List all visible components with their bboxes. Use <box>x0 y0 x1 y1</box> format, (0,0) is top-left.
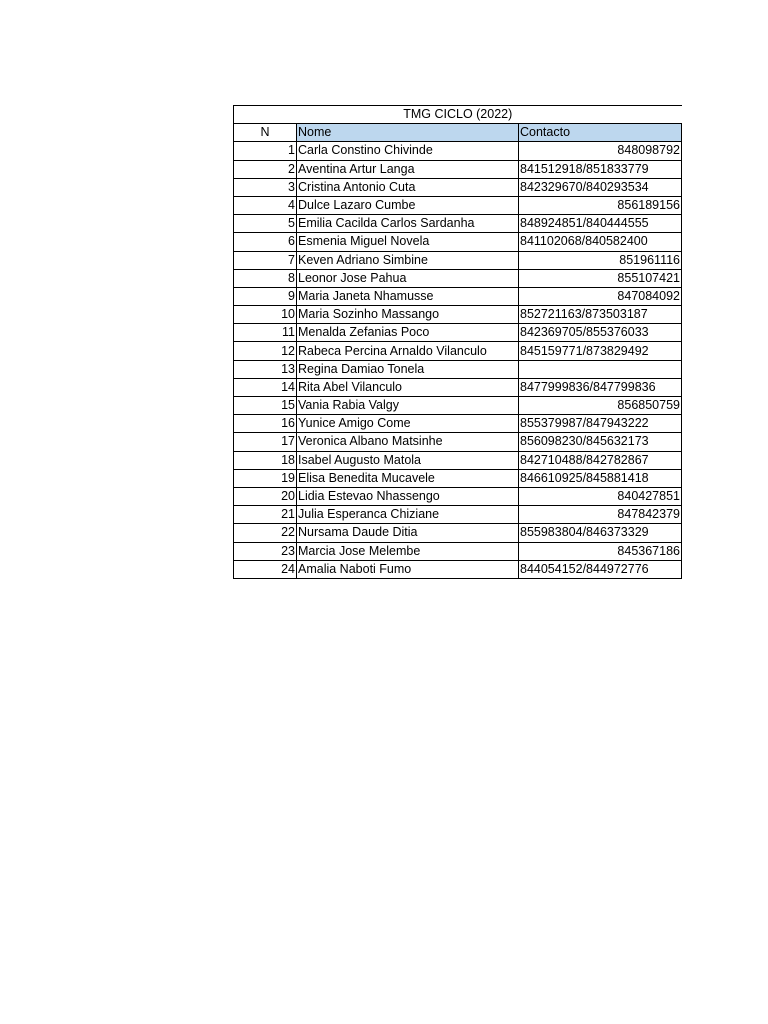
row-contacto: 847084092 <box>519 287 682 305</box>
table-row <box>234 287 682 305</box>
row-number: 2 <box>234 160 297 178</box>
table-row <box>234 269 682 287</box>
row-nome: Keven Adriano Simbine <box>297 251 519 269</box>
row-nome: Esmenia Miguel Novela <box>297 233 519 251</box>
row-contacto: 855983804/846373329 <box>519 524 682 542</box>
row-number: 9 <box>234 287 297 305</box>
table-row <box>234 142 682 160</box>
row-contacto: 855379987/847943222 <box>519 415 682 433</box>
row-nome: Cristina Antonio Cuta <box>297 178 519 196</box>
table-row <box>234 524 682 542</box>
row-contacto: 844054152/844972776 <box>519 560 682 578</box>
row-contacto: 8477999836/847799836 <box>519 378 682 396</box>
row-nome: Carla Constino Chivinde <box>297 142 519 160</box>
header-contacto: Contacto <box>519 124 682 142</box>
row-contacto: 841102068/840582400 <box>519 233 682 251</box>
row-number: 10 <box>234 306 297 324</box>
row-number: 24 <box>234 560 297 578</box>
row-nome: Maria Janeta Nhamusse <box>297 287 519 305</box>
row-contacto: 842369705/855376033 <box>519 324 682 342</box>
table-row <box>234 506 682 524</box>
row-nome: Yunice Amigo Come <box>297 415 519 433</box>
header-n: N <box>234 124 297 142</box>
table-row <box>234 542 682 560</box>
row-contacto: 847842379 <box>519 506 682 524</box>
row-number: 16 <box>234 415 297 433</box>
row-number: 11 <box>234 324 297 342</box>
row-number: 7 <box>234 251 297 269</box>
row-number: 6 <box>234 233 297 251</box>
row-contacto: 840427851 <box>519 487 682 505</box>
row-nome: Maria Sozinho Massango <box>297 306 519 324</box>
row-contacto: 856189156 <box>519 196 682 214</box>
row-nome: Emilia Cacilda Carlos Sardanha <box>297 215 519 233</box>
row-contacto: 855107421 <box>519 269 682 287</box>
table-row <box>234 215 682 233</box>
row-nome: Rabeca Percina Arnaldo Vilanculo <box>297 342 519 360</box>
row-nome: Regina Damiao Tonela <box>297 360 519 378</box>
row-number: 1 <box>234 142 297 160</box>
table-row <box>234 451 682 469</box>
sheet-title: TMG CICLO (2022) <box>234 106 682 124</box>
row-number: 12 <box>234 342 297 360</box>
row-contacto: 845367186 <box>519 542 682 560</box>
table-row <box>234 251 682 269</box>
table-row <box>234 415 682 433</box>
row-contacto: 842710488/842782867 <box>519 451 682 469</box>
row-contacto <box>519 360 682 378</box>
table-row <box>234 178 682 196</box>
row-number: 3 <box>234 178 297 196</box>
table-row <box>234 196 682 214</box>
row-nome: Lidia Estevao Nhassengo <box>297 487 519 505</box>
row-contacto: 852721163/873503187 <box>519 306 682 324</box>
table-row <box>234 342 682 360</box>
row-nome: Julia Esperanca Chiziane <box>297 506 519 524</box>
row-contacto: 851961116 <box>519 251 682 269</box>
row-nome: Vania Rabia Valgy <box>297 397 519 415</box>
row-nome: Nursama Daude Ditia <box>297 524 519 542</box>
table-row <box>234 306 682 324</box>
row-contacto: 848098792 <box>519 142 682 160</box>
table-row <box>234 487 682 505</box>
table-row <box>234 560 682 578</box>
row-number: 22 <box>234 524 297 542</box>
table-row <box>234 160 682 178</box>
row-number: 5 <box>234 215 297 233</box>
contact-sheet <box>233 105 681 579</box>
row-nome: Amalia Naboti Fumo <box>297 560 519 578</box>
table-row <box>234 469 682 487</box>
row-nome: Rita Abel Vilanculo <box>297 378 519 396</box>
row-nome: Dulce Lazaro Cumbe <box>297 196 519 214</box>
contact-table <box>233 105 682 579</box>
row-nome: Elisa Benedita Mucavele <box>297 469 519 487</box>
row-number: 21 <box>234 506 297 524</box>
table-row <box>234 397 682 415</box>
row-contacto: 842329670/840293534 <box>519 178 682 196</box>
row-number: 17 <box>234 433 297 451</box>
table-row <box>234 324 682 342</box>
row-number: 20 <box>234 487 297 505</box>
row-nome: Aventina Artur Langa <box>297 160 519 178</box>
table-row <box>234 360 682 378</box>
table-row <box>234 433 682 451</box>
row-number: 15 <box>234 397 297 415</box>
row-nome: Veronica Albano Matsinhe <box>297 433 519 451</box>
row-number: 19 <box>234 469 297 487</box>
row-contacto: 841512918/851833779 <box>519 160 682 178</box>
table-row <box>234 233 682 251</box>
row-contacto: 856850759 <box>519 397 682 415</box>
row-contacto: 845159771/873829492 <box>519 342 682 360</box>
row-number: 14 <box>234 378 297 396</box>
header-row <box>234 124 682 142</box>
row-nome: Menalda Zefanias Poco <box>297 324 519 342</box>
row-contacto: 846610925/845881418 <box>519 469 682 487</box>
table-row <box>234 378 682 396</box>
row-nome: Leonor Jose Pahua <box>297 269 519 287</box>
row-number: 13 <box>234 360 297 378</box>
row-number: 4 <box>234 196 297 214</box>
row-number: 23 <box>234 542 297 560</box>
row-contacto: 856098230/845632173 <box>519 433 682 451</box>
row-number: 18 <box>234 451 297 469</box>
row-nome: Isabel Augusto Matola <box>297 451 519 469</box>
title-row <box>234 106 682 124</box>
header-nome: Nome <box>297 124 519 142</box>
row-nome: Marcia Jose Melembe <box>297 542 519 560</box>
row-number: 8 <box>234 269 297 287</box>
row-contacto: 848924851/840444555 <box>519 215 682 233</box>
